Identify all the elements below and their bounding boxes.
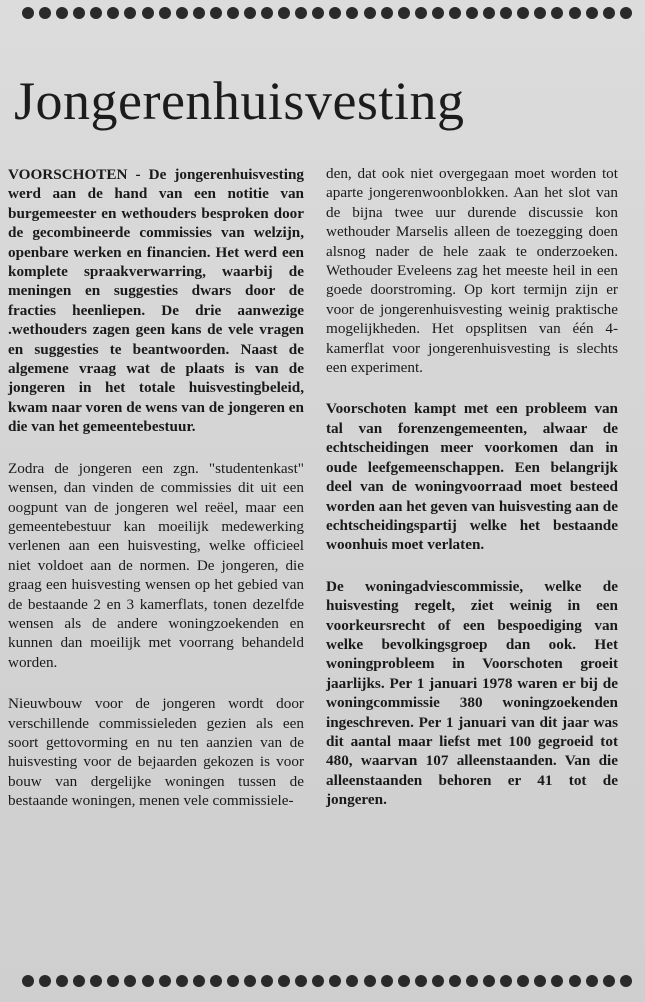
echtscheiding-paragraph: Voorschoten kampt met een probleem van tal van forenzengemeenten, alwaar de echtscheidingen meer voorkomen dan in oude leefgemeenschappen. Een belangrijk deel van de woningvoorraad moet besteed worden aan het geven van huisvesting aan de echtscheidingspartij welke het bestaande woonhuis moet verlaten. — [326, 400, 618, 554]
article-headline: Jongerenhuisvesting — [14, 71, 465, 131]
intro-paragraph: VOORSCHOTEN - De jongerenhuisvesting werd aan de hand van een notitie van burgemeester en wethouders besproken door de gecombineerde commissies van welzijn, openbare werken en financien. Het werd een komplete spraakverwarring, waarbij de meningen en suggesties dwars door de fracties heenliepen. De drie aanwezige .wethouders zagen geen kans de vele vragen en suggesties te beantwoorden. Naast de algemene vraag wat de plaats is van de jongeren in het totale huisvestingbeleid, kwam naar voren de wens van de jongeren en die van het gemeentebestuur. — [8, 166, 304, 436]
woningadviescommissie-paragraph: De woningadviescommissie, welke de huisvesting regelt, ziet weinig in een voorkeursrecht of een bespoediging van welke bevolkingsgroep dan ook. Het woningprobleem in Voorschoten groeit jaarlijks. Per 1 januari 1978 waren er bij de woningcommissie 380 woningzoekenden ingeschreven. Per 1 januari van dit jaar was dit aantal maar liefst met 100 gegroeid tot 480, waarvan 107 alleenstaanden. Van die alleenstaanden behoren er 41 tot de jongeren. — [326, 577, 618, 809]
right-column — [326, 164, 618, 810]
continuation-paragraph: den, dat ook niet overgegaan moet worden tot aparte jongerenwoonblokken. Aan het slot van de bijna twee uur durende discussie kon wethouder Marselis alleen de toezegging doen alsnog nader de hele zaak te onderzoeken. Wethouder Eveleens zag het meeste heil in een goede doorstroming. Op kort termijn zijn er voor de jongerenhuisvesting weinig praktische mogelijkheden. Het opsplitsen van één 4-kamerflat voor jongerenhuisvesting is slechts een experiment. — [326, 165, 618, 377]
studentenkast-paragraph: Zodra de jongeren een zgn. "studentenkast" wensen, dan vinden de commissies dit uit een oogpunt van de jongeren wel reëel, maar een gemeentebestuur kan moeilijk medewerking verlenen aan een huisvesting, welke officieel niet voldoet aan de normen. De jongeren, die graag een huisvesting wensen op het gebied van de bestaande 2 en 3 kamerflats, tonen dezelfde wensen als de andere woningzoekenden en kunnen dan moeilijk met voorrang behandeld worden. — [8, 459, 304, 671]
top-dotted-rule — [22, 6, 632, 20]
left-column — [8, 165, 304, 811]
bottom-dotted-rule — [22, 974, 632, 988]
nieuwbouw-paragraph: Nieuwbouw voor de jongeren wordt door verschillende commissieleden gezien als een soort gettovorming en nu ten aanzien van de huisvesting voor de bejaarden gekozen is voor bouw van dergelijke woningen tussen de bestaande woningen, menen vele commissiele- — [8, 695, 304, 810]
